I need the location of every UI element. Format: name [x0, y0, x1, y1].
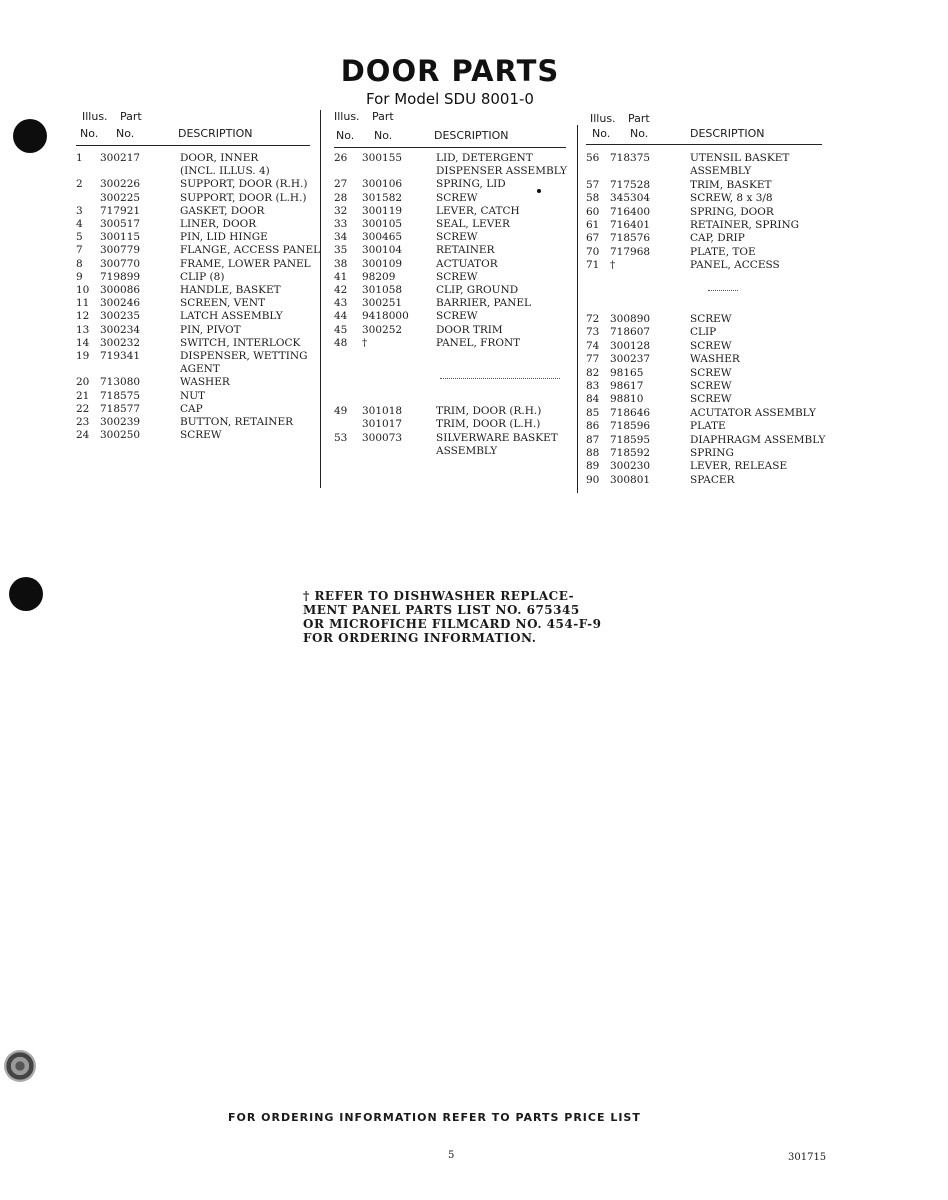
- part-description: SILVERWARE BASKET: [436, 431, 558, 444]
- part-description: SPRING, LID: [436, 178, 506, 191]
- part-description: SWITCH, INTERLOCK: [180, 336, 301, 349]
- description-header: DESCRIPTION: [434, 129, 509, 142]
- part-description: CAP, DRIP: [690, 232, 745, 245]
- part-number: 718592: [610, 447, 651, 459]
- part-description: BUTTON, RETAINER: [180, 416, 294, 428]
- illus-number: 43: [334, 297, 348, 310]
- part-number: 716401: [610, 219, 651, 231]
- illus-number: 56: [586, 152, 600, 164]
- part-number: 300250: [100, 429, 141, 442]
- part-description: SCREW: [690, 366, 732, 379]
- illus-number: 10: [76, 284, 90, 296]
- illus-number: 61: [586, 219, 600, 231]
- no-label: No.: [592, 127, 611, 140]
- part-description: AGENT: [180, 363, 220, 376]
- illus-number: 77: [586, 353, 600, 366]
- part-number: 300246: [100, 297, 141, 310]
- illus-number: 4: [76, 218, 83, 230]
- illus-number: 87: [586, 433, 600, 446]
- part-description: PANEL, ACCESS: [690, 259, 780, 272]
- part-description: DOOR, INNER: [180, 152, 259, 164]
- document-number: 301715: [788, 1152, 827, 1163]
- part-description: RETAINER, SPRING: [690, 219, 800, 231]
- part-number: 300237: [610, 353, 651, 366]
- illus-number: 23: [76, 416, 90, 428]
- part-description: (INCL. ILLUS. 4): [180, 165, 270, 178]
- illus-number: 86: [586, 420, 600, 433]
- illus-number: 14: [76, 336, 90, 349]
- part-description: SCREW: [690, 339, 732, 352]
- no-label: No.: [80, 127, 99, 140]
- speck: [537, 189, 541, 193]
- part-number: 98810: [610, 393, 644, 406]
- part-description: DISPENSER, WETTING: [180, 350, 308, 362]
- part-number: 300115: [100, 231, 141, 244]
- gap-dashes: [440, 378, 560, 379]
- part-number: 300234: [100, 323, 141, 336]
- part-number: 719341: [100, 350, 141, 362]
- part-description: CLIP (8): [180, 270, 225, 283]
- part-number: 718576: [610, 232, 651, 245]
- part-number: 716400: [610, 205, 651, 218]
- column-divider-1: [320, 110, 321, 488]
- part-number: 717528: [610, 178, 651, 191]
- part-description: SPACER: [690, 473, 735, 486]
- illus-number: 38: [334, 257, 348, 270]
- part-description: ACUTATOR ASSEMBLY: [690, 406, 816, 419]
- illus-number: 74: [586, 339, 600, 352]
- part-description: DOOR TRIM: [436, 323, 503, 336]
- part-number: 300465: [362, 231, 403, 244]
- illus-number: 44: [334, 310, 348, 323]
- part-description: TRIM, DOOR (R.H.): [436, 405, 542, 417]
- part-number: 719899: [100, 270, 141, 283]
- part-number: 300105: [362, 218, 403, 230]
- illus-number: 24: [76, 429, 90, 442]
- part-number: 300235: [100, 310, 141, 323]
- part-number: 300230: [610, 460, 651, 473]
- illus-number: 83: [586, 380, 600, 392]
- illus-number: 89: [586, 460, 600, 473]
- illus-number: 33: [334, 218, 348, 230]
- illus-number: 90: [586, 473, 600, 486]
- part-number: 300073: [362, 431, 403, 444]
- illus-number: 1: [76, 152, 83, 164]
- part-number: 300779: [100, 244, 141, 257]
- illus-number: 9: [76, 270, 83, 283]
- part-description: PLATE: [690, 420, 726, 433]
- part-description: TRIM, DOOR (L.H.): [436, 418, 541, 431]
- part-label: Part: [372, 110, 394, 123]
- part-description: SCREEN, VENT: [180, 297, 266, 310]
- part-number: †: [362, 336, 368, 349]
- part-number: 301017: [362, 418, 403, 431]
- part-description: RETAINER: [436, 244, 495, 257]
- part-description: SPRING: [690, 447, 734, 459]
- part-label: Part: [120, 110, 142, 123]
- illus-number: 3: [76, 204, 83, 217]
- part-number: 300155: [362, 152, 403, 164]
- part-number: 300086: [100, 284, 141, 296]
- illus-number: 67: [586, 232, 600, 245]
- part-description: ASSEMBLY: [436, 445, 498, 458]
- part-description: SCREW, 8 x 3/8: [690, 192, 773, 205]
- part-number: 300217: [100, 152, 141, 164]
- part-description: SCREW: [180, 429, 222, 442]
- part-description: UTENSIL BASKET: [690, 152, 790, 164]
- illus-number: 19: [76, 350, 90, 362]
- part-description: WASHER: [180, 376, 230, 389]
- part-description: HANDLE, BASKET: [180, 284, 281, 296]
- illus-number: 28: [334, 191, 348, 204]
- part-no-label: No.: [630, 127, 649, 140]
- part-description: SCREW: [436, 231, 478, 244]
- illus-number: 72: [586, 313, 600, 325]
- page-title: DOOR PARTS: [340, 54, 560, 88]
- part-description: NUT: [180, 389, 206, 402]
- description-header: DESCRIPTION: [690, 127, 765, 140]
- part-number: 301018: [362, 405, 403, 417]
- part-description: SUPPORT, DOOR (L.H.): [180, 191, 307, 204]
- illus-number: 48: [334, 336, 348, 349]
- part-description: CAP: [180, 402, 203, 415]
- illus-number: 45: [334, 323, 348, 336]
- part-description: TRIM, BASKET: [690, 178, 772, 191]
- header-rule: [586, 144, 822, 145]
- binder-hole-bottom: [4, 1050, 36, 1082]
- illus-number: 20: [76, 376, 90, 389]
- binder-hole-middle: [9, 577, 43, 611]
- part-number: 718375: [610, 152, 651, 164]
- part-description: SCREW: [436, 310, 478, 323]
- illus-number: 70: [586, 245, 600, 258]
- illus-number: 82: [586, 366, 600, 379]
- part-description: BARRIER, PANEL: [436, 297, 532, 310]
- part-description: LEVER, CATCH: [436, 204, 520, 217]
- replacement-panel-note: † REFER TO DISHWASHER REPLACE- MENT PANEL PARTS LIST NO. 675345 OR MICROFICHE FILMCARD NO. 454-F-9 FOR ORDERING INFORMATION.: [303, 589, 602, 645]
- part-description: DISPENSER ASSEMBLY: [436, 165, 567, 178]
- part-number: 718596: [610, 420, 651, 433]
- part-description: SUPPORT, DOOR (R.H.): [180, 178, 308, 191]
- part-description: ASSEMBLY: [690, 165, 752, 178]
- part-description: LATCH ASSEMBLY: [180, 310, 283, 323]
- illus-number: 85: [586, 406, 600, 419]
- description-header: DESCRIPTION: [178, 127, 253, 140]
- part-description: PLATE, TOE: [690, 245, 756, 258]
- part-number: 300232: [100, 336, 141, 349]
- part-description: CLIP: [690, 326, 717, 339]
- part-description: CLIP, GROUND: [436, 284, 519, 296]
- part-number: 300517: [100, 218, 141, 230]
- illus-number: 73: [586, 326, 600, 339]
- part-number: 300890: [610, 313, 651, 325]
- part-number: 718575: [100, 389, 141, 402]
- illus-number: 22: [76, 402, 90, 415]
- illus-number: 27: [334, 178, 348, 191]
- part-description: PANEL, FRONT: [436, 336, 521, 349]
- part-description: WASHER: [690, 353, 740, 366]
- part-description: SCREW: [690, 313, 732, 325]
- illus-number: 11: [76, 297, 90, 310]
- part-description: SCREW: [690, 393, 732, 406]
- part-number: 718595: [610, 433, 651, 446]
- part-description: LINER, DOOR: [180, 218, 257, 230]
- part-description: GASKET, DOOR: [180, 204, 265, 217]
- part-description: LID, DETERGENT: [436, 152, 533, 164]
- header-rule: [334, 147, 566, 148]
- part-number: 301582: [362, 191, 403, 204]
- part-description: SPRING, DOOR: [690, 205, 774, 218]
- part-number: 300801: [610, 473, 651, 486]
- part-description: FLANGE, ACCESS PANEL: [180, 244, 321, 257]
- part-description: SCREW: [436, 270, 478, 283]
- ordering-footer: FOR ORDERING INFORMATION REFER TO PARTS PRICE LIST: [228, 1111, 641, 1124]
- page-number: 5: [448, 1150, 455, 1161]
- header-rule: [76, 145, 310, 146]
- part-description: PIN, PIVOT: [180, 323, 241, 336]
- part-description: ACTUATOR: [436, 257, 498, 270]
- part-number: 300225: [100, 191, 141, 204]
- column-divider-2: [577, 125, 578, 493]
- illus-number: 41: [334, 270, 348, 283]
- part-number: 717968: [610, 245, 651, 258]
- illus-number: 57: [586, 178, 600, 191]
- part-number: 98617: [610, 380, 644, 392]
- binder-hole-top: [13, 119, 47, 153]
- illus-number: 32: [334, 204, 348, 217]
- part-number: 300104: [362, 244, 403, 257]
- part-label: Part: [628, 112, 650, 125]
- part-number: 718577: [100, 402, 141, 415]
- part-number: 9418000: [362, 310, 409, 323]
- part-description: FRAME, LOWER PANEL: [180, 257, 311, 270]
- illus-number: 5: [76, 231, 83, 244]
- part-number: 713080: [100, 376, 141, 389]
- illus-label: Illus.: [590, 112, 616, 125]
- illus-number: 26: [334, 152, 348, 164]
- part-number: 98209: [362, 270, 396, 283]
- illus-label: Illus.: [82, 110, 108, 123]
- illus-number: 84: [586, 393, 600, 406]
- part-number: 300252: [362, 323, 403, 336]
- part-number: 300106: [362, 178, 403, 191]
- part-number: 718607: [610, 326, 651, 339]
- illus-number: 21: [76, 389, 90, 402]
- part-number: 300770: [100, 257, 141, 270]
- part-description: PIN, LID HINGE: [180, 231, 268, 244]
- illus-number: 35: [334, 244, 348, 257]
- illus-number: 2: [76, 178, 83, 191]
- illus-number: 53: [334, 431, 348, 444]
- part-number: 98165: [610, 366, 644, 379]
- part-no-label: No.: [116, 127, 135, 140]
- part-description: SEAL, LEVER: [436, 218, 510, 230]
- part-number: †: [610, 259, 616, 272]
- illus-number: 88: [586, 447, 600, 459]
- gap-dashes: [708, 290, 738, 291]
- part-description: LEVER, RELEASE: [690, 460, 788, 473]
- part-number: 717921: [100, 204, 141, 217]
- illus-number: 71: [586, 259, 600, 272]
- part-number: 300239: [100, 416, 141, 428]
- part-no-label: No.: [374, 129, 393, 142]
- part-number: 718646: [610, 406, 651, 419]
- illus-number: 49: [334, 405, 348, 417]
- part-description: SCREW: [436, 191, 478, 204]
- illus-number: 8: [76, 257, 83, 270]
- part-number: 300251: [362, 297, 403, 310]
- no-label: No.: [336, 129, 355, 142]
- part-description: SCREW: [690, 380, 732, 392]
- illus-number: 60: [586, 205, 600, 218]
- illus-number: 12: [76, 310, 90, 323]
- part-number: 300119: [362, 204, 403, 217]
- page-subtitle: For Model SDU 8001-0: [366, 90, 534, 108]
- illus-number: 13: [76, 323, 90, 336]
- part-number: 345304: [610, 192, 651, 205]
- part-description: DIAPHRAGM ASSEMBLY: [690, 433, 826, 446]
- illus-number: 7: [76, 244, 83, 257]
- illus-number: 42: [334, 284, 348, 296]
- part-number: 300128: [610, 339, 651, 352]
- illus-number: 58: [586, 192, 600, 205]
- part-number: 300226: [100, 178, 141, 191]
- illus-label: Illus.: [334, 110, 360, 123]
- part-number: 300109: [362, 257, 403, 270]
- illus-number: 34: [334, 231, 348, 244]
- part-number: 301058: [362, 284, 403, 296]
